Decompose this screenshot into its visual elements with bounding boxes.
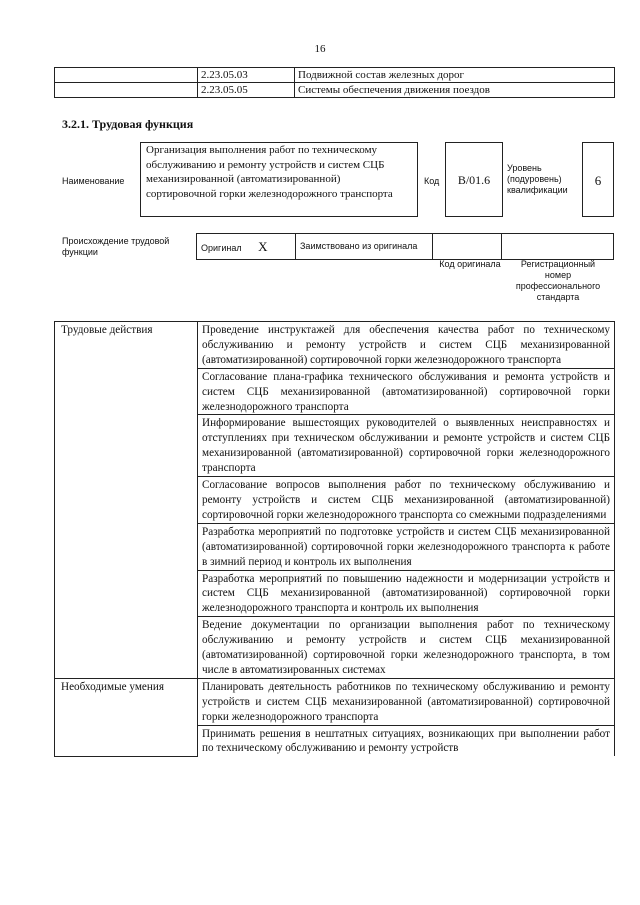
original-mark: X [258, 238, 268, 254]
origin-table [196, 233, 614, 260]
code-value: B/01.6 [457, 173, 491, 187]
name-label: Наименование [62, 176, 125, 186]
skills-label: Необходимые умения [55, 678, 198, 756]
action-item: Проведение инструктажей для обеспечения качества работ по техническому обслуживанию и ремонту устройств и систем СЦБ механизированной (автоматизированной) сортировочной горки железнодорожного транспорта [198, 322, 615, 369]
borrowed-label: Заимствовано из оригинала [296, 234, 433, 260]
table-row [55, 678, 615, 725]
page-number: 16 [314, 43, 326, 55]
action-item: Согласование плана-графика технического обслуживания и ремонта устройств и систем СЦБ механизированной (автоматизированной) сортировочной горки железнодорожного транспорта [198, 368, 615, 415]
code-original-cell [433, 234, 502, 260]
table-cell-empty [55, 68, 198, 83]
action-item: Ведение документации по организации выполнения работ по техническому обслуживанию и ремонту устройств и систем СЦБ механизированной (автоматизированной) сортировочной горки железнодорожного транспорта, в том числе в автоматизированных системах [198, 617, 615, 679]
table-row [55, 68, 615, 83]
name-cell: Системы обеспечения движения поездов [295, 83, 615, 98]
original-label: Оригинал [201, 242, 242, 253]
education-codes-table [54, 67, 615, 98]
reg-number-caption: Регистрационный номер профессионального стандарта [515, 259, 601, 302]
action-item: Информирование вышестоящих руководителей о выявленных неисправностях и отступлениях при техническом обслуживании и ремонте устройств и систем СЦБ механизированной (автоматизированной) сортировочной горки железнодорожного транспорта [198, 415, 615, 477]
code-label: Код [424, 176, 440, 186]
actions-label: Трудовые действия [55, 322, 198, 679]
table-row [55, 322, 615, 369]
skill-item: Принимать решения в нештатных ситуациях, возникающих при выполнении работ по техническому обслуживанию и ремонту устройств [198, 725, 615, 756]
table-row [55, 83, 615, 98]
labor-function-table [54, 321, 615, 757]
origin-label: Происхождение трудовой функции [62, 236, 170, 257]
action-item: Разработка мероприятий по повышению надежности и модернизации устройств и систем СЦБ механизированной (автоматизированной) сортировочной горки железнодорожного транспорта и контроль их выполнения [198, 570, 615, 617]
level-value: 6 [594, 173, 602, 188]
skill-item: Планировать деятельность работников по техническому обслуживанию и ремонту устройств и систем СЦБ механизированной (автоматизированной) сортировочной горки железнодорожного транспорта [198, 678, 615, 725]
original-cell [197, 234, 296, 260]
action-item: Согласование вопросов выполнения работ по техническому обслуживанию и ремонту устройств и систем СЦБ механизированной (автоматизированной) сортировочной горки железнодорожного транспорта со смежными подразделениями [198, 477, 615, 524]
reg-number-cell [502, 234, 614, 260]
code-original-caption: Код оригинала [439, 259, 501, 269]
table-row [197, 234, 614, 260]
function-name: Организация выполнения работ по техническому обслуживанию и ремонту устройств и систем СЦБ механизированной (автоматизированной) сортировочной горки железнодорожного транспорта [146, 144, 393, 200]
code-cell: 2.23.05.03 [198, 68, 295, 83]
action-item: Разработка мероприятий по подготовке устройств и систем СЦБ механизированной (автоматизированной) сортировочной горки железнодорожного транспорта к работе в зимний период и контроль их выполнения [198, 523, 615, 570]
section-title: 3.2.1. Трудовая функция [62, 117, 194, 131]
code-cell: 2.23.05.05 [198, 83, 295, 98]
table-cell-empty [55, 83, 198, 98]
name-cell: Подвижной состав железных дорог [295, 68, 615, 83]
level-label: Уровень (подуровень) квалификации [507, 163, 568, 195]
